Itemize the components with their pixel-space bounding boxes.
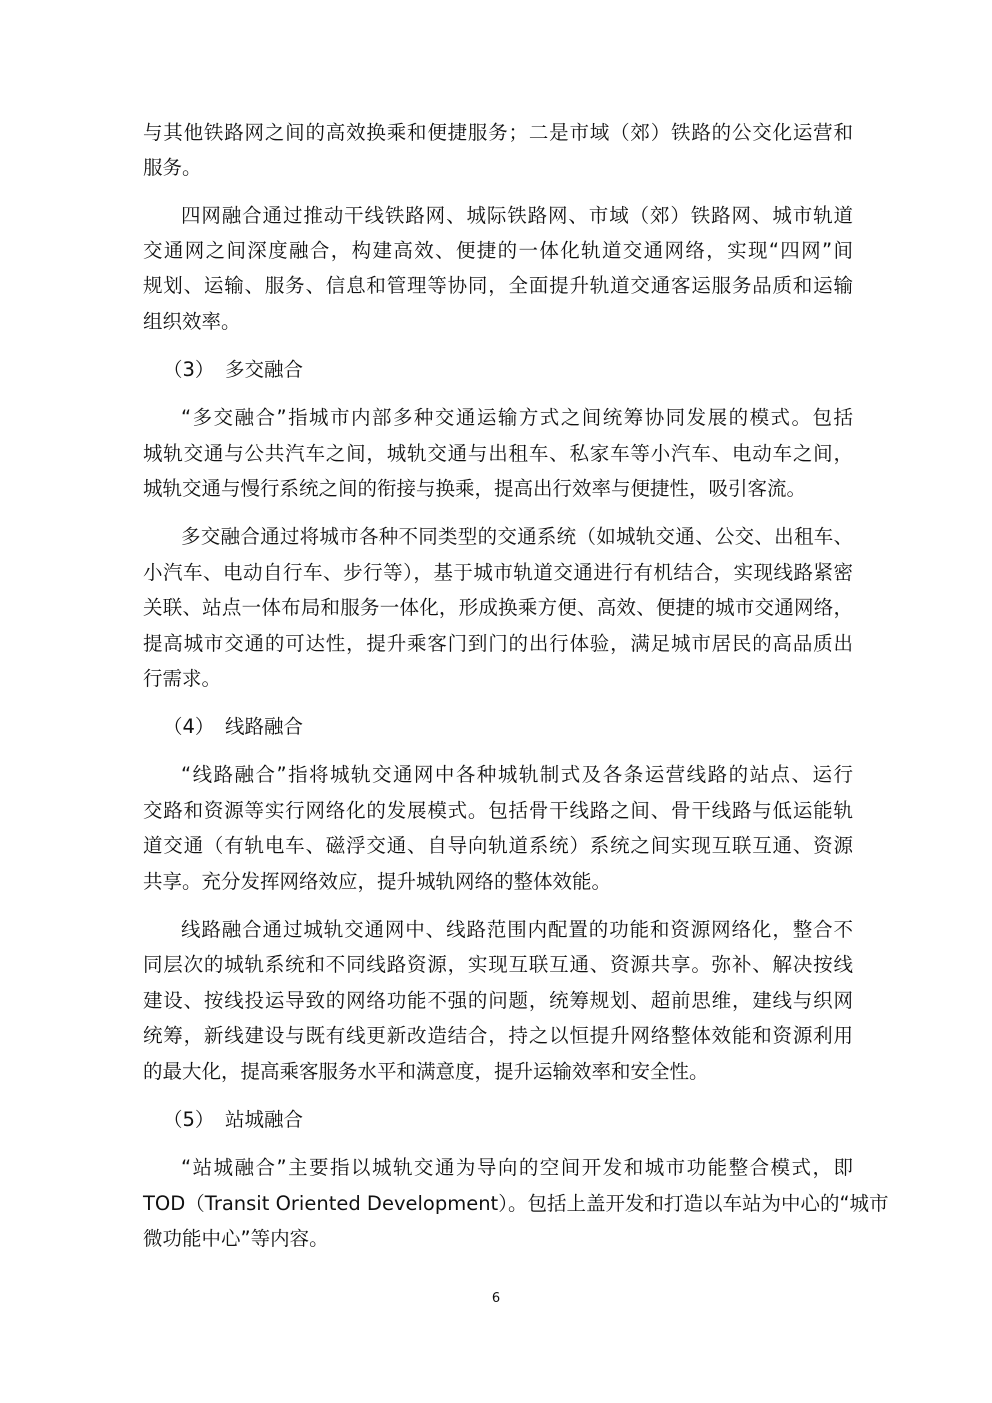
body-text-line: 关联、站点一体布局和服务一体化，形成换乘方便、高效、便捷的城市交通网络， — [143, 596, 853, 619]
body-text-line: 四网融合通过推动干线铁路网、城际铁路网、市域（郊）铁路网、城市轨道 — [181, 204, 853, 227]
body-text-line: “站城融合”主要指以城轨交通为导向的空间开发和城市功能整合模式，即 — [181, 1156, 853, 1179]
body-text-line: 多交融合通过将城市各种不同类型的交通系统（如城轨交通、公交、出租车、 — [181, 525, 853, 548]
section-heading — [163, 714, 563, 740]
body-text-line: 同层次的城轨系统和不同线路资源，实现互联互通、资源共享。弥补、解决按线 — [143, 953, 853, 976]
body-text-line: 共享。充分发挥网络效应，提升城轨网络的整体效能。 — [143, 870, 612, 893]
body-text-line: “多交融合”指城市内部多种交通运输方式之间统筹协同发展的模式。包括 — [181, 406, 853, 429]
body-text-line: 城轨交通与公共汽车之间，城轨交通与出租车、私家车等小汽车、电动车之间， — [143, 442, 853, 465]
body-text-line: 线路融合通过城轨交通网中、线路范围内配置的功能和资源网络化，整合不 — [181, 918, 853, 941]
body-text-line: 交路和资源等实行网络化的发展模式。包括骨干线路之间、骨干线路与低运能轨 — [143, 799, 853, 822]
body-text-line: 交通网之间深度融合，构建高效、便捷的一体化轨道交通网络，实现“四网”间 — [143, 239, 853, 262]
body-text-line: 道交通（有轨电车、磁浮交通、自导向轨道系统）系统之间实现互联互通、资源 — [143, 834, 853, 857]
body-text-line: 建设、按线投运导致的网络功能不强的问题，统筹规划、超前思维，建线与织网 — [143, 989, 853, 1012]
section-heading — [163, 1107, 563, 1133]
body-text-line: 规划、运输、服务、信息和管理等协同，全面提升轨道交通客运服务品质和运输 — [143, 274, 853, 297]
body-text-line: 小汽车、电动自行车、步行等），基于城市轨道交通进行有机结合，实现线路紧密 — [143, 561, 853, 584]
section-heading — [163, 357, 563, 383]
section-number: （4） — [163, 715, 215, 738]
body-text-line: 组织效率。 — [143, 310, 241, 333]
body-text-line: 行需求。 — [143, 667, 222, 690]
body-text-line: 微功能中心”等内容。 — [143, 1227, 329, 1250]
section-title: 多交融合 — [225, 358, 304, 381]
body-text-line: 与其他铁路网之间的高效换乘和便捷服务；二是市域（郊）铁路的公交化运营和 — [143, 121, 853, 144]
body-text-line: 服务。 — [143, 156, 202, 179]
section-title: 站城融合 — [225, 1108, 304, 1131]
section-number: （5） — [163, 1108, 215, 1131]
body-text-line: 的最大化，提高乘客服务水平和满意度，提升运输效率和安全性。 — [143, 1060, 709, 1083]
section-number: （3） — [163, 358, 215, 381]
body-text-line: 提高城市交通的可达性，提升乘客门到门的出行体验，满足城市居民的高品质出 — [143, 632, 853, 655]
body-text-line: “线路融合”指将城轨交通网中各种城轨制式及各条运营线路的站点、运行 — [181, 763, 853, 786]
section-title: 线路融合 — [225, 715, 304, 738]
body-text-line: 城轨交通与慢行系统之间的衔接与换乘，提高出行效率与便捷性，吸引客流。 — [143, 477, 807, 500]
body-text-line: 统筹，新线建设与既有线更新改造结合，持之以恒提升网络整体效能和资源利用 — [143, 1024, 853, 1047]
body-text-line: TOD（Transit Oriented Development）。包括上盖开发和打造以车站为中心的“城市 — [143, 1192, 889, 1215]
page-number: 6 — [491, 1291, 501, 1306]
